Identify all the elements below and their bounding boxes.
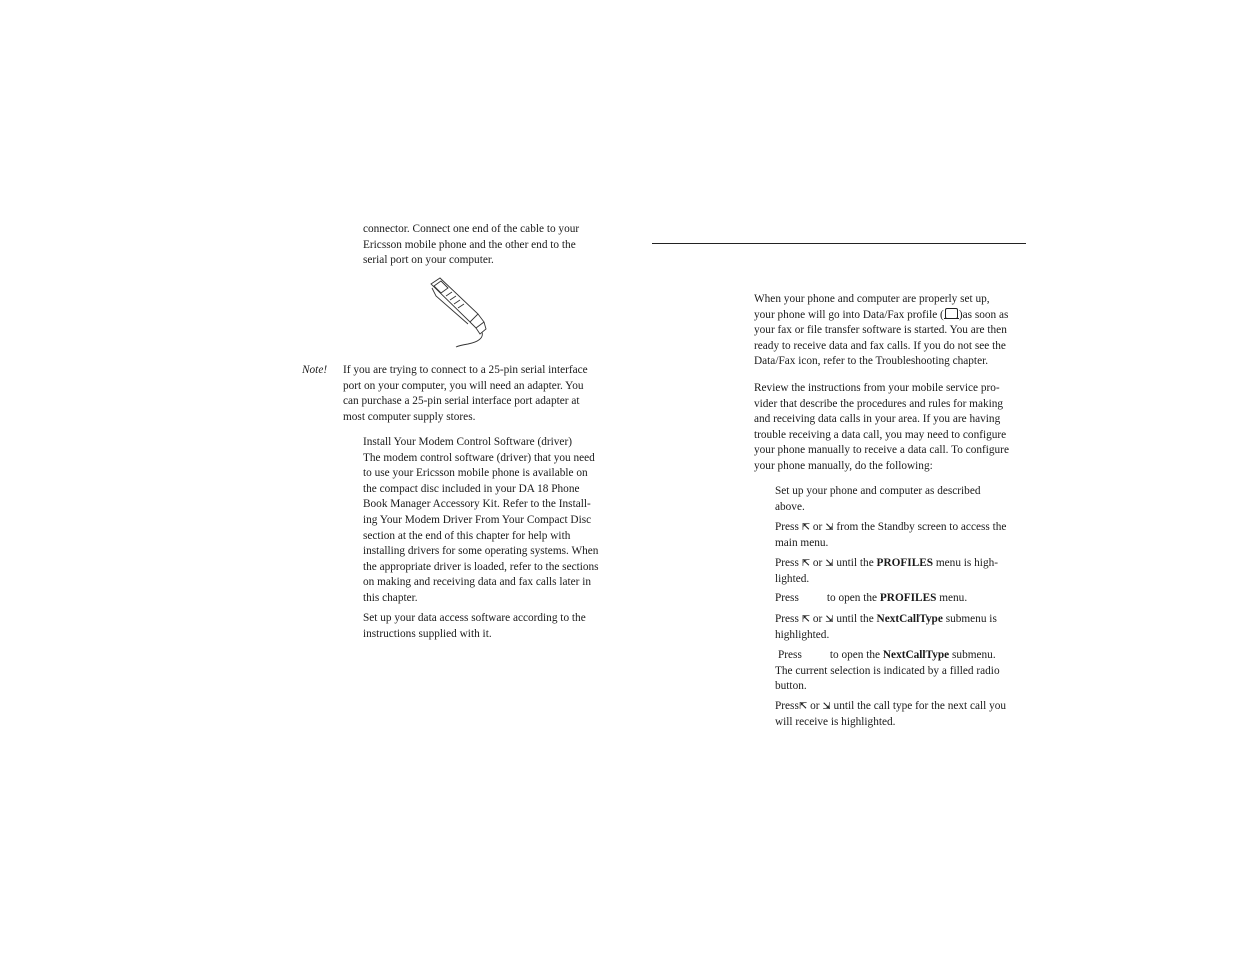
press-text: Press: [775, 521, 799, 533]
step-line: main menu.: [775, 536, 829, 549]
press-text: Press: [775, 557, 799, 569]
p1-text: your phone will go into Data/Fax profile (: [754, 308, 944, 321]
setup-paragraph: [363, 611, 625, 642]
p1-line: your fax or file transfer software is started. You are then: [754, 324, 1007, 337]
arrow-down-right-icon: ⇲: [822, 701, 831, 712]
data-fax-paragraph: [754, 292, 1029, 370]
p2-line: Review the instructions from your mobile service pro-: [754, 382, 1000, 394]
p2-line: vider that describe the procedures and rules for making: [754, 397, 1004, 410]
note-line: If you are trying to connect to a 25-pin serial interface: [343, 364, 588, 376]
step-line: lighted.: [775, 572, 810, 585]
or-text: or: [812, 613, 823, 625]
step-1: [775, 484, 1030, 515]
p1-line-with-icon: [754, 308, 1029, 324]
arrow-up-left-icon: ⇱: [801, 614, 811, 625]
arrow-down-right-icon: ⇲: [825, 614, 834, 625]
step-text: until the call type for the next call you: [833, 700, 1007, 712]
step-4: [775, 591, 1030, 607]
step-3: [775, 556, 1030, 587]
note-line: can purchase a 25-pin serial interface port adapter at: [343, 395, 580, 408]
review-paragraph: [754, 381, 1029, 475]
intro-line: connector. Connect one end of the cable to your: [363, 223, 580, 235]
install-line: the appropriate driver is loaded, refer to the sections: [363, 560, 599, 573]
data-fax-profile-icon: [945, 308, 958, 319]
install-line: The modem control software (driver) that you need: [363, 451, 595, 464]
note-line: port on your computer, you will need an adapter. You: [343, 379, 584, 392]
or-text: or: [810, 700, 820, 712]
install-heading: Install Your Modem Control Software (driver): [363, 436, 572, 448]
step-2: [775, 520, 1030, 551]
or-text: or: [812, 557, 823, 569]
step-text: until the: [836, 557, 874, 569]
intro-line: Ericsson mobile phone and the other end to the: [363, 238, 576, 251]
step-line: [775, 556, 1030, 572]
step-text: from the Standby screen to access the: [836, 521, 1007, 533]
p2-line: and receiving data calls in your area. If you are having: [754, 413, 1001, 426]
note-label: Note!: [302, 364, 328, 376]
or-text: or: [812, 521, 823, 533]
step-text: submenu is: [945, 613, 997, 625]
press-text: Press: [775, 592, 799, 604]
p2-line: your phone manually to receive a data call. To configure: [754, 444, 1009, 457]
profiles-menu-name: PROFILES: [879, 592, 937, 604]
arrow-up-left-icon: ⇱: [801, 558, 811, 569]
step-line: [775, 699, 1030, 715]
step-7: [775, 699, 1030, 730]
arrow-up-left-icon: ⇱: [801, 522, 811, 533]
intro-line: serial port on your computer.: [363, 254, 494, 267]
p2-line: trouble receiving a data call, you may need to configure: [754, 428, 1007, 441]
note-line: most computer supply stores.: [343, 410, 476, 423]
step-line: [775, 591, 1030, 607]
p1-line: Data/Fax icon, refer to the Troubleshooting chapter.: [754, 355, 989, 368]
step-line: above.: [775, 500, 805, 513]
step-text: until the: [836, 613, 874, 625]
step-line: [775, 520, 1030, 536]
step-line: button.: [775, 680, 807, 693]
note-paragraph: [343, 363, 623, 425]
install-line: section at the end of this chapter for help with: [363, 529, 571, 542]
step-text: menu.: [939, 592, 968, 604]
p1-text: )as soon as: [958, 308, 1009, 321]
step-text: to open the: [829, 649, 881, 661]
install-line: on making and receiving data and fax calls later in: [363, 576, 592, 589]
nextcalltype-menu-name: NextCallType: [876, 613, 943, 625]
install-line: ing Your Modem Driver From Your Compact Disc: [363, 513, 592, 526]
press-text: Press: [775, 700, 799, 712]
step-5: [775, 612, 1030, 643]
p1-line: When your phone and computer are properly set up,: [754, 293, 990, 305]
arrow-down-right-icon: ⇲: [825, 522, 834, 533]
step-line: The current selection is indicated by a filled radio: [775, 664, 1000, 677]
step-line: [775, 648, 1030, 664]
setup-line: Set up your data access software according to the: [363, 612, 586, 624]
install-line: this chapter.: [363, 591, 418, 604]
phone-cable-illustration: [426, 276, 492, 348]
setup-line: instructions supplied with it.: [363, 627, 492, 640]
p2-line: your phone manually, do the following:: [754, 459, 933, 472]
install-line: installing drivers for some operating systems. When: [363, 545, 599, 558]
arrow-up-left-icon: ⇱: [798, 701, 808, 712]
arrow-down-right-icon: ⇲: [825, 558, 834, 569]
section-divider: [652, 243, 1026, 244]
install-line: to use your Ericsson mobile phone is available on: [363, 467, 588, 480]
profiles-menu-name: PROFILES: [876, 557, 934, 569]
install-line: the compact disc included in your DA 18 Phone: [363, 482, 580, 495]
intro-paragraph: [363, 222, 623, 269]
step-text: to open the: [826, 592, 878, 604]
step-line: [775, 612, 1030, 628]
press-text: Press: [775, 613, 799, 625]
step-line: will receive is highlighted.: [775, 715, 896, 728]
step-line: Set up your phone and computer as described: [775, 485, 981, 497]
step-text: menu is high-: [935, 557, 999, 569]
install-line: Book Manager Accessory Kit. Refer to the Install-: [363, 498, 591, 511]
step-6: [775, 648, 1030, 695]
step-line: highlighted.: [775, 628, 830, 641]
step-text: submenu.: [952, 649, 996, 661]
press-text: Press: [778, 649, 802, 661]
nextcalltype-menu-name: NextCallType: [882, 649, 950, 661]
install-section: [363, 435, 625, 607]
p1-line: ready to receive data and fax calls. If you do not see the: [754, 339, 1006, 352]
